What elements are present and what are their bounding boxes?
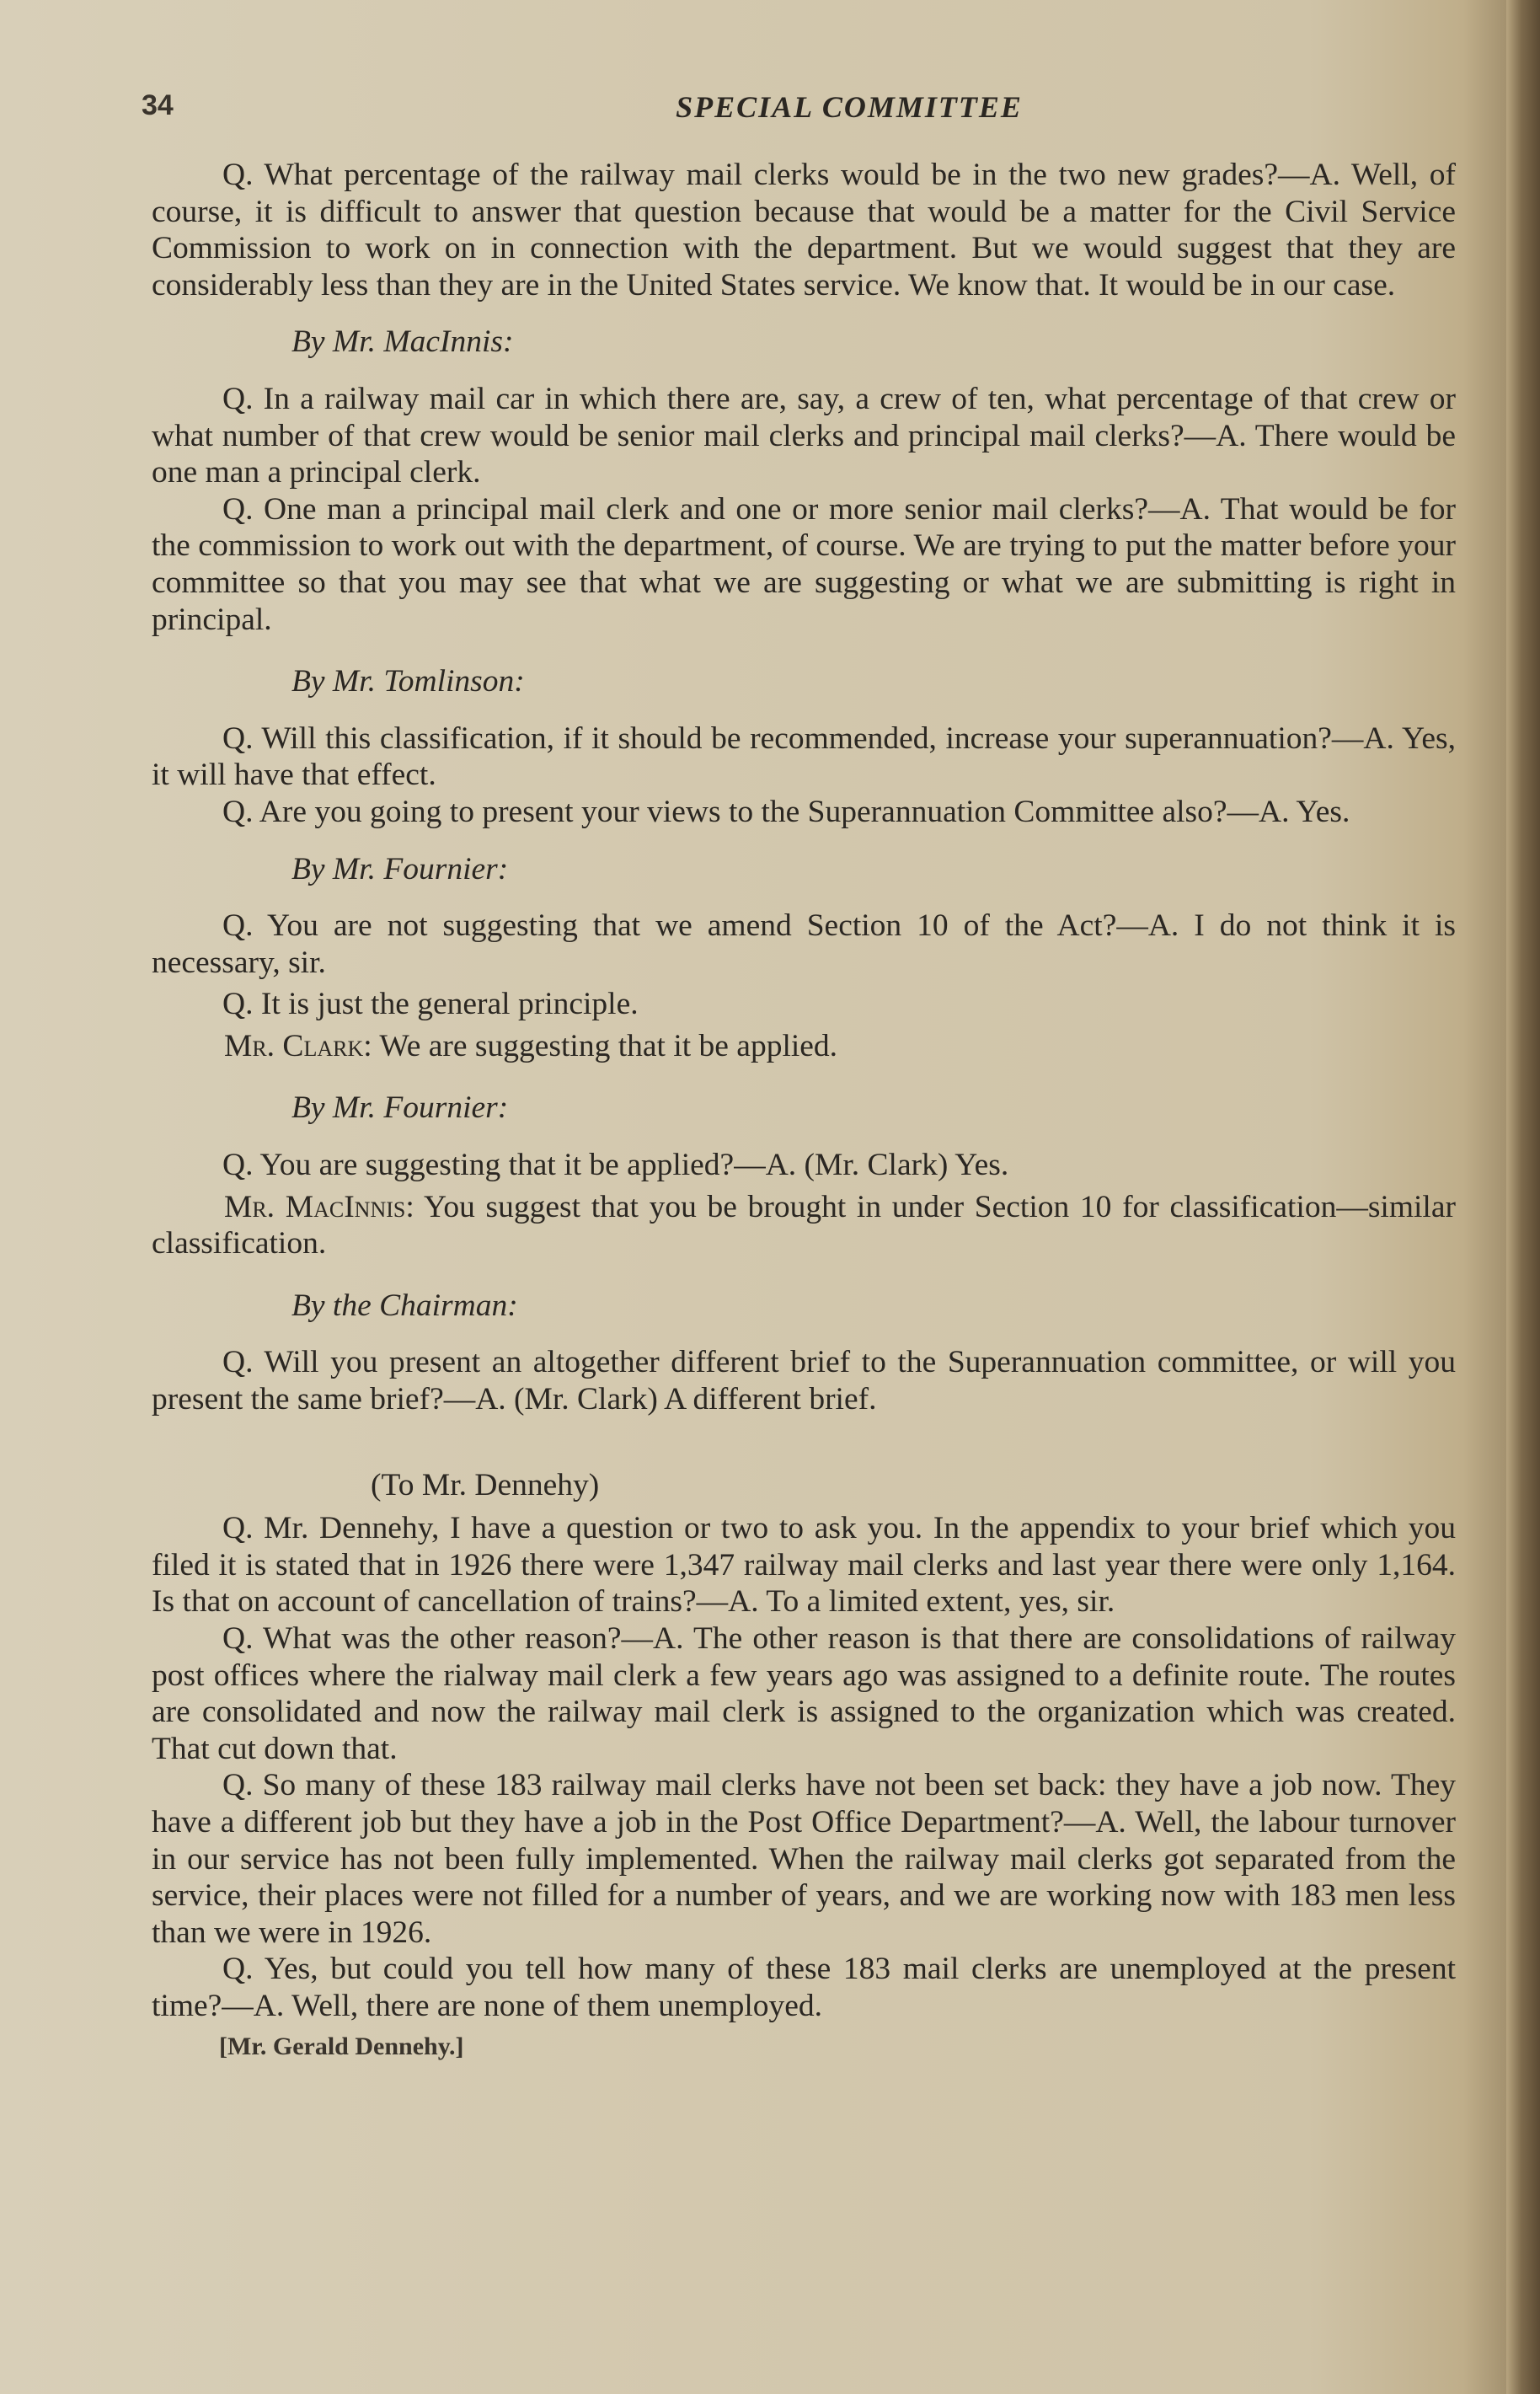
questioner-heading: By Mr. Tomlinson: <box>291 664 525 699</box>
transcript-body <box>152 157 1456 2065</box>
book-spine-shadow <box>1506 0 1540 2394</box>
speaker-text: We are suggesting that it be applied. <box>379 1028 838 1063</box>
paragraph: Q. One man a principal mail clerk and one or more senior mail clerks?—A. That would be for the commission to work out with the department, of course. We are trying to put the matter before your committee so that you may see that what we are suggesting or what we are submitting is right in principal. <box>152 491 1456 637</box>
footer-speaker-note: [Mr. Gerald Dennehy.] <box>219 2032 464 2060</box>
paragraph: Q. It is just the general principle. <box>222 987 639 1022</box>
paragraph: Q. So many of these 183 railway mail clerks have not been set back: they have a job now. They have a different job but they have a job in the Post Office Department?—A. Well, the labour turnover in our service has not been fully implemented. When the railway mail clerks got separated from the service, their places were not filled for a number of years, and we are working now with 183 men less than we were in 1926. <box>152 1768 1456 1950</box>
paragraph: Q. Mr. Dennehy, I have a question or two to ask you. In the appendix to your brief which you filed it is stated that in 1926 there were 1,347 railway mail clerks and last year there were only 1,164. Is that on account of cancellation of trains?—A. To a limited extent, yes, sir. <box>152 1511 1456 1620</box>
paragraph: Q. In a railway mail car in which there are, say, a crew of ten, what percentage of that crew or what number of that crew would be senior mail clerks and principal mail clerks?—A. There would be one man a principal clerk. <box>152 381 1456 490</box>
questioner-heading: By the Chairman: <box>291 1288 518 1323</box>
speaker-text: You suggest that you be brought in under Section 10 for classification—similar classification. <box>152 1189 1456 1261</box>
speaker-name: Mr. MacInnis: <box>224 1189 414 1224</box>
paragraph: Q. Will this classification, if it should be recommended, increase your superannuation?—A. Yes, it will have that effect. <box>152 720 1456 793</box>
page-header <box>142 89 1456 126</box>
questioner-heading: By Mr. MacInnis: <box>291 324 514 360</box>
paragraph: Q. Are you going to present your views to the Superannuation Committee also?—A. Yes. <box>222 794 1350 829</box>
paragraph: Q. You are not suggesting that we amend Section 10 of the Act?—A. I do not think it is necessary, sir. <box>152 908 1456 980</box>
paragraph: Q. What was the other reason?—A. The other reason is that there are consolidations of railway post offices where the rialway mail clerk a few years ago was assigned to a definite route. The routes are consolidated and now the railway mail clerk is assigned to the organization which was created. That cut down that. <box>152 1621 1456 1766</box>
paragraph: Q. You are suggesting that it be applied?—A. (Mr. Clark) Yes. <box>222 1148 1009 1183</box>
speaker-statement <box>152 1028 1456 1065</box>
paragraph: Q. What percentage of the railway mail clerks would be in the two new grades?—A. Well, of course, it is difficult to answer that question because that would be a matter for the Civil Service Commission to work on in connection with the department. But we would suggest that they are considerably less than they are in the United States service. We know that. It would be in our case. <box>152 158 1456 303</box>
paragraph: Q. Yes, but could you tell how many of these 183 mail clerks are unemployed at the present time?—A. Well, there are none of them unemployed. <box>152 1952 1456 2023</box>
questioner-heading: By Mr. Fournier: <box>291 851 509 886</box>
page-number: 34 <box>142 89 174 121</box>
paragraph: Q. Will you present an altogether different brief to the Superannuation committee, or will you present the same brief?—A. (Mr. Clark) A different brief. <box>152 1345 1456 1417</box>
speaker-statement <box>152 1189 1456 1262</box>
running-head: SPECIAL COMMITTEE <box>676 90 1023 124</box>
questioner-heading: By Mr. Fournier: <box>291 1090 509 1126</box>
addressee-line: (To Mr. Dennehy) <box>371 1467 600 1502</box>
speaker-name: Mr. Clark: <box>224 1028 372 1063</box>
